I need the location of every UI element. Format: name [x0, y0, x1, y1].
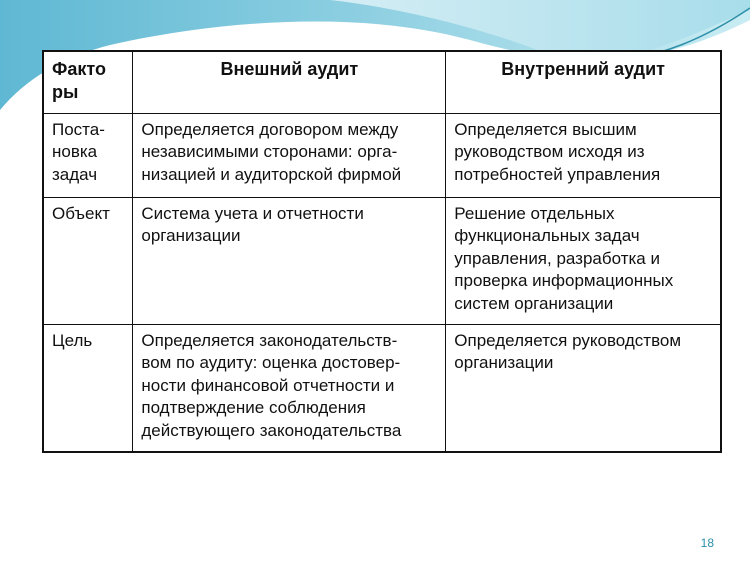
header-external-audit: Внешний аудит — [133, 51, 446, 113]
slide-page-number: 18 — [700, 536, 714, 550]
row-internal: Определяется руководством организации — [446, 324, 721, 452]
table-header-row — [43, 51, 721, 113]
row-factor: Поста- новка задач — [43, 113, 133, 197]
row-external: Определяется договором между независимыми сторонами: орга- низацией и аудиторской фирмой — [133, 113, 446, 197]
row-external: Система учета и отчетности организации — [133, 197, 446, 324]
audit-comparison-table — [42, 50, 722, 453]
row-factor: Цель — [43, 324, 133, 452]
table-row — [43, 197, 721, 324]
row-factor: Объект — [43, 197, 133, 324]
table-row — [43, 113, 721, 197]
row-internal: Определяется высшим руководством исходя из потребностей управления — [446, 113, 721, 197]
header-factors: Факто ры — [43, 51, 133, 113]
row-internal: Решение отдельных функциональных задач управления, разработка и проверка информационных систем организации — [446, 197, 721, 324]
header-internal-audit: Внутренний аудит — [446, 51, 721, 113]
row-external: Определяется законодательств- вом по аудиту: оценка достовер- ности финансовой отчетности и подтверждение соблюдения действующего законодательства — [133, 324, 446, 452]
table-row — [43, 324, 721, 452]
